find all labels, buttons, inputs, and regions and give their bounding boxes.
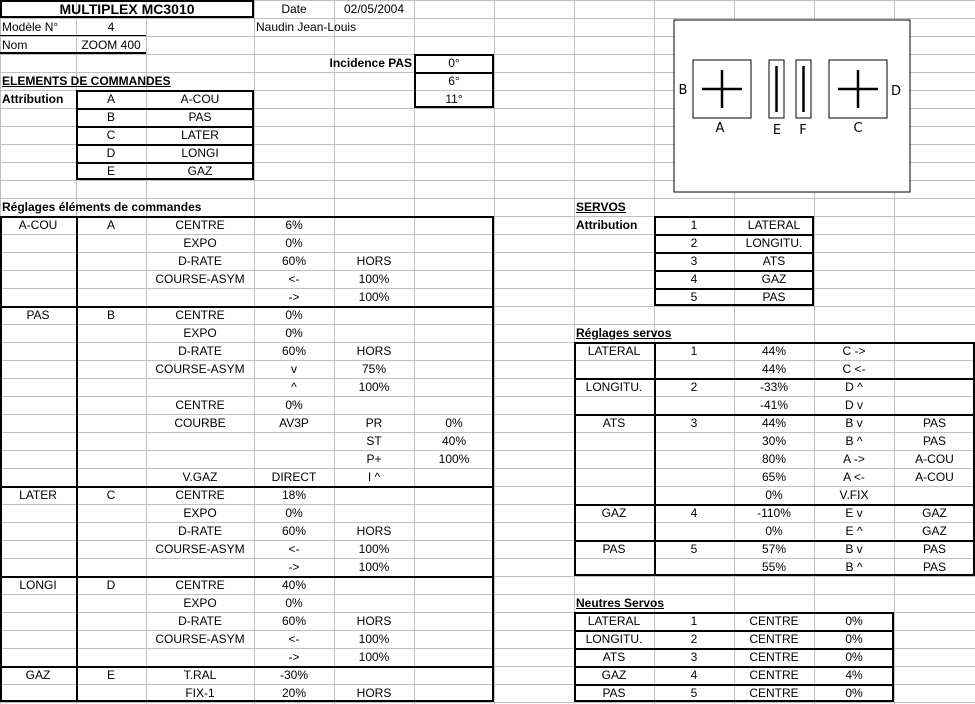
reglage-cell[interactable]: -> [288, 560, 300, 574]
reglage-cell[interactable]: <- [288, 542, 300, 556]
reglage-cell[interactable]: 75% [361, 362, 387, 376]
neutre-cell[interactable]: 3 [690, 650, 698, 664]
servo-setting-cell[interactable]: B v [845, 542, 863, 556]
model-no-label[interactable]: Modèle N° [2, 20, 59, 34]
neutre-cell[interactable]: 5 [690, 686, 698, 700]
reglages-servos-group-divider [574, 378, 975, 380]
reglage-cell[interactable]: EXPO [183, 506, 217, 520]
servo-setting-cell[interactable]: V.FIX [839, 488, 869, 502]
reglages-group-divider [0, 576, 494, 578]
element-letter[interactable]: A [106, 92, 115, 106]
servo-number[interactable]: 3 [690, 254, 698, 268]
reglages-servos-heading[interactable]: Réglages servos [576, 326, 672, 340]
servo-setting-cell[interactable]: 5 [690, 542, 698, 556]
reglage-cell[interactable]: PR [365, 416, 383, 430]
servo-setting-cell[interactable]: 44% [761, 416, 787, 430]
servo-setting-cell[interactable]: 3 [690, 416, 698, 430]
reglage-cell[interactable]: CENTRE [175, 308, 225, 322]
servo-setting-cell[interactable]: -33% [759, 380, 788, 394]
neutre-cell[interactable]: ATS [602, 650, 626, 664]
reglage-cell[interactable]: V.GAZ [182, 470, 218, 484]
servo-setting-cell[interactable]: A-COU [915, 470, 954, 484]
reglages-frame [0, 216, 494, 702]
elements-frame [76, 90, 254, 180]
reglage-cell[interactable]: 0% [285, 236, 303, 250]
reglage-cell[interactable]: I ^ [367, 470, 381, 484]
reglage-cell[interactable]: 100% [358, 290, 390, 304]
diagram-label-a: A [715, 121, 725, 136]
reglage-cell[interactable]: EXPO [183, 596, 217, 610]
servo-setting-cell[interactable]: E ^ [845, 524, 863, 538]
elements-heading[interactable]: ELEMENTS DE COMMANDES [2, 74, 171, 88]
servo-setting-cell[interactable]: 44% [761, 362, 787, 376]
neutre-cell[interactable]: 4% [845, 668, 863, 682]
diagram-label-e: E [772, 123, 782, 138]
servo-setting-cell[interactable]: PAS [922, 416, 947, 430]
neutre-cell[interactable]: 4 [690, 668, 698, 682]
reglage-cell[interactable]: A-COU [18, 218, 58, 232]
reglage-cell[interactable]: COURSE-ASYM [155, 272, 245, 286]
reglage-cell[interactable]: COURSE-ASYM [155, 362, 245, 376]
neutre-cell[interactable]: 2 [690, 632, 698, 646]
servo-setting-cell[interactable]: 1 [690, 344, 698, 358]
servo-setting-cell[interactable]: B v [845, 416, 863, 430]
model-no-value[interactable]: 4 [107, 20, 115, 34]
reglage-cell[interactable]: CENTRE [175, 488, 225, 502]
servo-setting-cell[interactable]: E v [845, 506, 863, 520]
date-label[interactable]: Date [281, 2, 307, 16]
reglage-cell[interactable]: A [106, 218, 115, 232]
reglage-cell[interactable]: 60% [281, 254, 307, 268]
reglage-cell[interactable]: E [106, 668, 115, 682]
sheet-title[interactable]: MULTIPLEX MC3010 [59, 1, 195, 17]
incidence-value-1[interactable]: 0° [448, 56, 460, 70]
neutre-cell[interactable]: CENTRE [749, 668, 799, 682]
reglages-servos-group-divider [574, 540, 975, 542]
element-letter[interactable]: E [106, 164, 115, 178]
reglage-cell[interactable]: CENTRE [175, 398, 225, 412]
element-function[interactable]: A-COU [180, 92, 220, 106]
reglage-cell[interactable]: EXPO [183, 236, 217, 250]
reglage-cell[interactable]: 18% [281, 488, 307, 502]
reglage-cell[interactable]: HORS [356, 614, 392, 628]
servo-setting-cell[interactable]: 80% [761, 452, 787, 466]
reglage-cell[interactable]: D-RATE [178, 344, 222, 358]
servo-number[interactable]: 1 [690, 218, 698, 232]
reglage-cell[interactable]: <- [288, 632, 300, 646]
reglage-cell[interactable]: ^ [291, 380, 297, 394]
diagram-label-c: C [853, 121, 863, 136]
servo-setting-cell[interactable]: C -> [842, 344, 866, 358]
neutre-cell[interactable]: 0% [845, 686, 863, 700]
servo-setting-cell[interactable]: C <- [842, 362, 866, 376]
reglage-cell[interactable]: DIRECT [271, 470, 317, 484]
neutre-cell[interactable]: 0% [845, 650, 863, 664]
servo-setting-cell[interactable]: GAZ [922, 524, 947, 538]
reglage-cell[interactable]: GAZ [25, 668, 51, 682]
reglage-cell[interactable]: 40% [281, 578, 307, 592]
neutre-cell[interactable]: LONGITU. [585, 632, 643, 646]
reglage-cell[interactable]: COURSE-ASYM [155, 542, 245, 556]
incidence-label[interactable]: Incidence PAS [329, 56, 412, 70]
reglage-cell[interactable]: LONGI [19, 578, 57, 592]
element-function[interactable]: LATER [181, 128, 219, 142]
servo-setting-cell[interactable]: D ^ [845, 380, 863, 394]
element-function[interactable]: GAZ [187, 164, 213, 178]
servo-setting-cell[interactable]: PAS [922, 434, 947, 448]
reglages-servos-group-divider [574, 414, 975, 416]
reglages-servos-group-divider [574, 504, 975, 506]
servo-setting-cell[interactable]: ATS [602, 416, 626, 430]
neutre-cell[interactable]: 0% [845, 632, 863, 646]
element-function[interactable]: LONGI [181, 146, 219, 160]
neutre-cell[interactable]: PAS [602, 686, 626, 700]
servo-setting-cell[interactable]: 0% [765, 488, 783, 502]
servo-setting-cell[interactable]: -41% [759, 398, 788, 412]
reglage-cell[interactable]: AV3P [279, 416, 309, 430]
reglage-cell[interactable]: -30% [279, 668, 308, 682]
date-value[interactable]: 02/05/2004 [343, 2, 405, 16]
reglage-cell[interactable]: EXPO [183, 326, 217, 340]
reglage-cell[interactable]: 40% [441, 434, 467, 448]
reglage-cell[interactable]: <- [288, 272, 300, 286]
reglage-cell[interactable]: HORS [356, 254, 392, 268]
reglage-cell[interactable]: 100% [358, 380, 390, 394]
neutre-cell[interactable]: CENTRE [749, 632, 799, 646]
reglage-cell[interactable]: 0% [285, 398, 303, 412]
incidence-frame [414, 54, 494, 108]
reglages-heading[interactable]: Réglages éléments de commandes [2, 200, 202, 214]
reglage-cell[interactable]: 60% [281, 614, 307, 628]
servo-setting-cell[interactable]: 65% [761, 470, 787, 484]
reglage-cell[interactable]: 0% [285, 308, 303, 322]
reglage-cell[interactable]: 0% [445, 416, 463, 430]
neutres-frame [574, 612, 894, 702]
reglage-cell[interactable]: COURSE-ASYM [155, 632, 245, 646]
reglage-cell[interactable]: 0% [285, 506, 303, 520]
reglage-cell[interactable]: CENTRE [175, 218, 225, 232]
reglage-cell[interactable]: COURBE [174, 416, 226, 430]
diagram-label-b: B [678, 83, 688, 98]
incidence-value-2[interactable]: 6° [448, 74, 460, 88]
reglage-cell[interactable]: -> [288, 290, 300, 304]
reglage-cell[interactable]: D-RATE [178, 524, 222, 538]
incidence-value-3[interactable]: 11° [445, 92, 463, 106]
title-frame [0, 0, 254, 18]
name-frame-bottom [0, 52, 146, 54]
reglage-cell[interactable]: LATER [19, 488, 57, 502]
servo-setting-cell[interactable]: 30% [761, 434, 787, 448]
reglage-cell[interactable]: 6% [285, 218, 303, 232]
reglage-cell[interactable]: D-RATE [178, 614, 222, 628]
neutre-cell[interactable]: 1 [690, 614, 698, 628]
reglage-cell[interactable]: ST [366, 434, 382, 448]
servo-number[interactable]: 2 [690, 236, 698, 250]
servo-function[interactable]: ATS [762, 254, 786, 268]
servo-setting-cell[interactable]: LATERAL [587, 344, 641, 358]
servo-function[interactable]: GAZ [761, 272, 787, 286]
neutre-cell[interactable]: CENTRE [749, 650, 799, 664]
reglages-group-divider [0, 306, 494, 308]
servo-setting-cell[interactable]: PAS [602, 542, 626, 556]
element-letter[interactable]: D [106, 146, 116, 160]
servo-setting-cell[interactable]: B ^ [845, 560, 863, 574]
servo-number[interactable]: 5 [690, 290, 698, 304]
servo-number[interactable]: 4 [690, 272, 698, 286]
neutre-cell[interactable]: LATERAL [587, 614, 641, 628]
servos-frame [654, 216, 814, 306]
servo-setting-cell[interactable]: 44% [761, 344, 787, 358]
element-letter[interactable]: C [106, 128, 116, 142]
diagram-label-d: D [890, 84, 902, 99]
author[interactable]: Naudin Jean-Louis [256, 20, 357, 34]
reglage-cell[interactable]: HORS [356, 344, 392, 358]
incidence-divider [414, 72, 494, 74]
neutre-cell[interactable]: CENTRE [749, 614, 799, 628]
diagram-label-f: F [799, 123, 807, 138]
elements-attribution-label[interactable]: Attribution [2, 92, 64, 106]
reglage-cell[interactable]: D-RATE [178, 254, 222, 268]
servo-setting-cell[interactable]: A <- [843, 470, 865, 484]
reglage-cell[interactable]: 0% [285, 596, 303, 610]
reglages-group-divider [0, 666, 494, 668]
servo-setting-cell[interactable]: GAZ [601, 506, 627, 520]
servo-function[interactable]: PAS [762, 290, 786, 304]
neutres-heading[interactable]: Neutres Servos [576, 596, 665, 610]
reglage-cell[interactable]: C [106, 488, 116, 502]
reglage-cell[interactable]: 100% [438, 452, 470, 466]
reglage-cell[interactable]: FIX-1 [185, 686, 215, 700]
neutre-cell[interactable]: CENTRE [749, 686, 799, 700]
reglage-cell[interactable]: P+ [366, 452, 382, 466]
reglage-cell[interactable]: 100% [358, 542, 390, 556]
reglage-cell[interactable]: T.RAL [183, 668, 217, 682]
reglage-cell[interactable]: -> [288, 650, 300, 664]
reglage-cell[interactable]: 20% [281, 686, 307, 700]
servo-setting-cell[interactable]: B ^ [845, 434, 863, 448]
reglage-cell[interactable]: 100% [358, 650, 390, 664]
reglage-cell[interactable]: 60% [281, 344, 307, 358]
servo-setting-cell[interactable]: -110% [757, 506, 791, 520]
servo-setting-cell[interactable]: D v [845, 398, 863, 412]
reglage-cell[interactable]: PAS [26, 308, 50, 322]
servo-setting-cell[interactable]: 0% [765, 524, 783, 538]
servo-setting-cell[interactable]: PAS [922, 560, 947, 574]
servo-function[interactable]: LATERAL [747, 218, 801, 232]
element-function[interactable]: PAS [188, 110, 212, 124]
reglage-cell[interactable]: B [106, 308, 115, 322]
servo-setting-cell[interactable]: A-COU [915, 452, 954, 466]
reglage-cell[interactable]: v [291, 362, 297, 376]
neutre-cell[interactable]: GAZ [601, 668, 627, 682]
servo-setting-cell[interactable]: A -> [843, 452, 865, 466]
stick-diagram [672, 18, 912, 198]
neutre-cell[interactable]: 0% [845, 614, 863, 628]
diagram-frame [674, 20, 910, 192]
reglages-col-divider [76, 216, 78, 702]
servos-heading[interactable]: SERVOS [576, 200, 626, 214]
servo-setting-cell[interactable]: 55% [761, 560, 787, 574]
reglage-cell[interactable]: 100% [358, 560, 390, 574]
servo-function[interactable]: LONGITU. [745, 236, 803, 250]
reglage-cell[interactable]: CENTRE [175, 578, 225, 592]
reglage-cell[interactable]: D [106, 578, 116, 592]
servo-setting-cell[interactable]: 4 [690, 506, 698, 520]
servo-setting-cell[interactable]: LONGITU. [585, 380, 643, 394]
servos-attribution-label[interactable]: Attribution [576, 218, 638, 232]
reglages-group-divider [0, 486, 494, 488]
reglage-cell[interactable]: HORS [356, 524, 392, 538]
element-letter[interactable]: B [106, 110, 115, 124]
reglage-cell[interactable]: HORS [356, 686, 392, 700]
servo-setting-cell[interactable]: 57% [761, 542, 787, 556]
reglage-cell[interactable]: 100% [358, 632, 390, 646]
reglage-cell[interactable]: 60% [281, 524, 307, 538]
name-value[interactable]: ZOOM 400 [81, 38, 141, 52]
servo-setting-cell[interactable]: GAZ [922, 506, 947, 520]
name-frame [0, 35, 146, 36]
reglage-cell[interactable]: 100% [358, 272, 390, 286]
servo-setting-cell[interactable]: PAS [922, 542, 947, 556]
servo-setting-cell[interactable]: 2 [690, 380, 698, 394]
name-label[interactable]: Nom [2, 38, 28, 52]
reglage-cell[interactable]: 0% [285, 326, 303, 340]
